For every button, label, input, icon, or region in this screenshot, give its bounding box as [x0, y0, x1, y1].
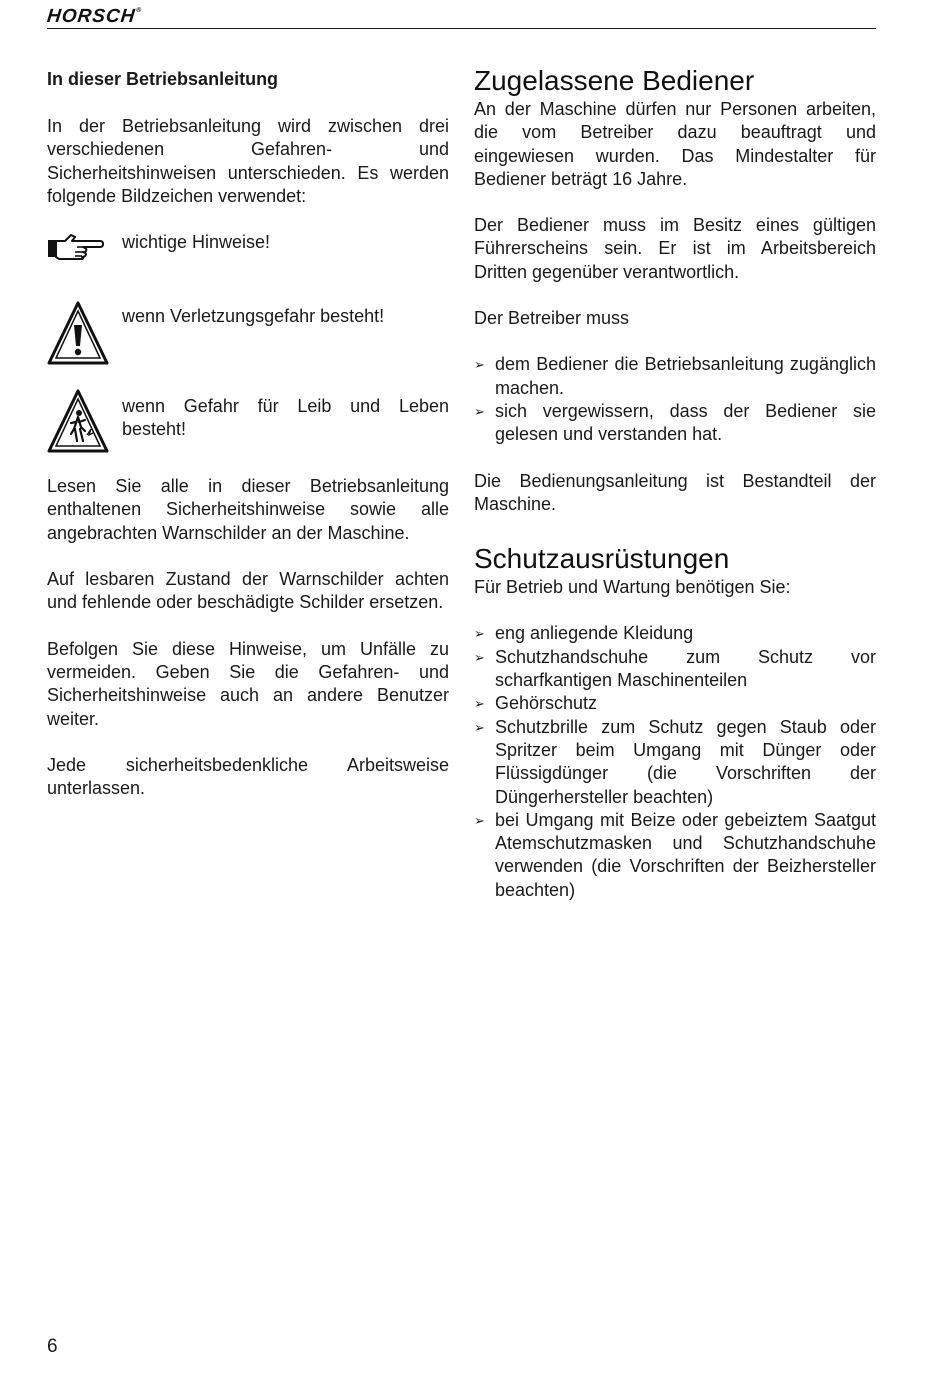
warning-person-icon — [47, 389, 109, 458]
list-item: ➢ Gehörschutz — [474, 692, 876, 715]
arrow-bullet-icon: ➢ — [474, 812, 485, 828]
list-item: ➢ sich vergewissern, dass der Bediener sie gelesen und verstanden hat. — [474, 400, 876, 445]
list-item: ➢ Schutzbrille zum Schutz gegen Staub oder Spritzer beim Umgang mit Dünger oder Flüssigdünger (die Vorschriften der Düngerhersteller beachten) — [474, 716, 876, 807]
arrow-bullet-icon: ➢ — [474, 357, 485, 373]
symbol-row-injury — [47, 301, 449, 365]
symbol-row-important — [47, 231, 449, 277]
page-header — [47, 6, 876, 29]
paragraph: Lesen Sie alle in dieser Betriebsanleitung enthaltenen Sicherheitshinweise sowie alle angebrachten Warnschilder an der Maschine. — [47, 476, 449, 543]
symbol-label: wichtige Hinweise! — [122, 232, 271, 253]
symbol-label: wenn Gefahr für Leib und Leben besteht! — [122, 396, 449, 440]
paragraph: Jede sicherheitsbedenkliche Arbeitsweise unterlassen. — [47, 754, 449, 799]
horsch-logo: HORSCH® — [45, 6, 143, 27]
intro-paragraph: In der Betriebsanleitung wird zwischen drei verschiedenen Gefahren- und Sicherheitshinweisen unterschieden. Es werden folgende Bildzeichen verwendet: — [47, 116, 449, 206]
list-item: ➢ dem Bediener die Betriebsanleitung zugänglich machen. — [474, 354, 876, 398]
warning-exclamation-icon — [47, 301, 109, 370]
list-item: ➢ Schutzhandschuhe zum Schutz vor scharfkantigen Maschinenteilen — [474, 646, 876, 691]
list-item: ➢ bei Umgang mit Beize oder gebeiztem Saatgut Atemschutzmasken und Schutzhandschuhe verwenden (die Vorschriften der Beizhersteller beachten) — [474, 809, 876, 900]
paragraph: Auf lesbaren Zustand der Warnschilder achten und fehlende oder beschädigte Schilder ersetzen. — [47, 569, 449, 613]
paragraph: Der Betreiber muss — [474, 308, 630, 329]
protective-equipment-list — [474, 622, 876, 902]
pointing-hand-icon — [47, 231, 105, 266]
symbol-row-danger — [47, 389, 449, 453]
arrow-bullet-icon: ➢ — [474, 649, 485, 665]
paragraph: Die Bedienungsanleitung ist Bestandteil der Maschine. — [474, 470, 876, 514]
symbol-label: wenn Verletzungsgefahr besteht! — [122, 306, 385, 327]
left-column — [47, 62, 449, 823]
paragraph: An der Maschine dürfen nur Personen arbeiten, die vom Betreiber dazu beauftragt und eingewiesen wurden. Das Mindestalter für Bediener beträgt 16 Jahre. — [474, 99, 876, 189]
paragraph: Befolgen Sie diese Hinweise, um Unfälle zu vermeiden. Geben Sie die Gefahren- und Sicherheitshinweise auch an andere Benutzer weiter. — [47, 638, 449, 729]
arrow-bullet-icon: ➢ — [474, 696, 485, 712]
paragraph: Für Betrieb und Wartung benötigen Sie: — [474, 577, 791, 598]
right-column — [474, 62, 876, 925]
operator-duties-list — [474, 353, 876, 446]
list-item: ➢ eng anliegende Kleidung — [474, 622, 876, 645]
arrow-bullet-icon: ➢ — [474, 719, 485, 735]
paragraph: Der Bediener muss im Besitz eines gültigen Führerscheins sein. Er ist im Arbeitsbereich Dritten gegenüber verantwortlich. — [474, 215, 876, 282]
section-title-protective-equipment: Schutzausrüstungen — [474, 543, 730, 575]
page-number: 6 — [47, 1336, 58, 1357]
arrow-bullet-icon: ➢ — [474, 626, 485, 642]
section-title-operators: Zugelassene Bediener — [474, 65, 755, 96]
arrow-bullet-icon: ➢ — [474, 403, 485, 419]
section-subheading: In dieser Betriebsanleitung — [47, 69, 279, 89]
